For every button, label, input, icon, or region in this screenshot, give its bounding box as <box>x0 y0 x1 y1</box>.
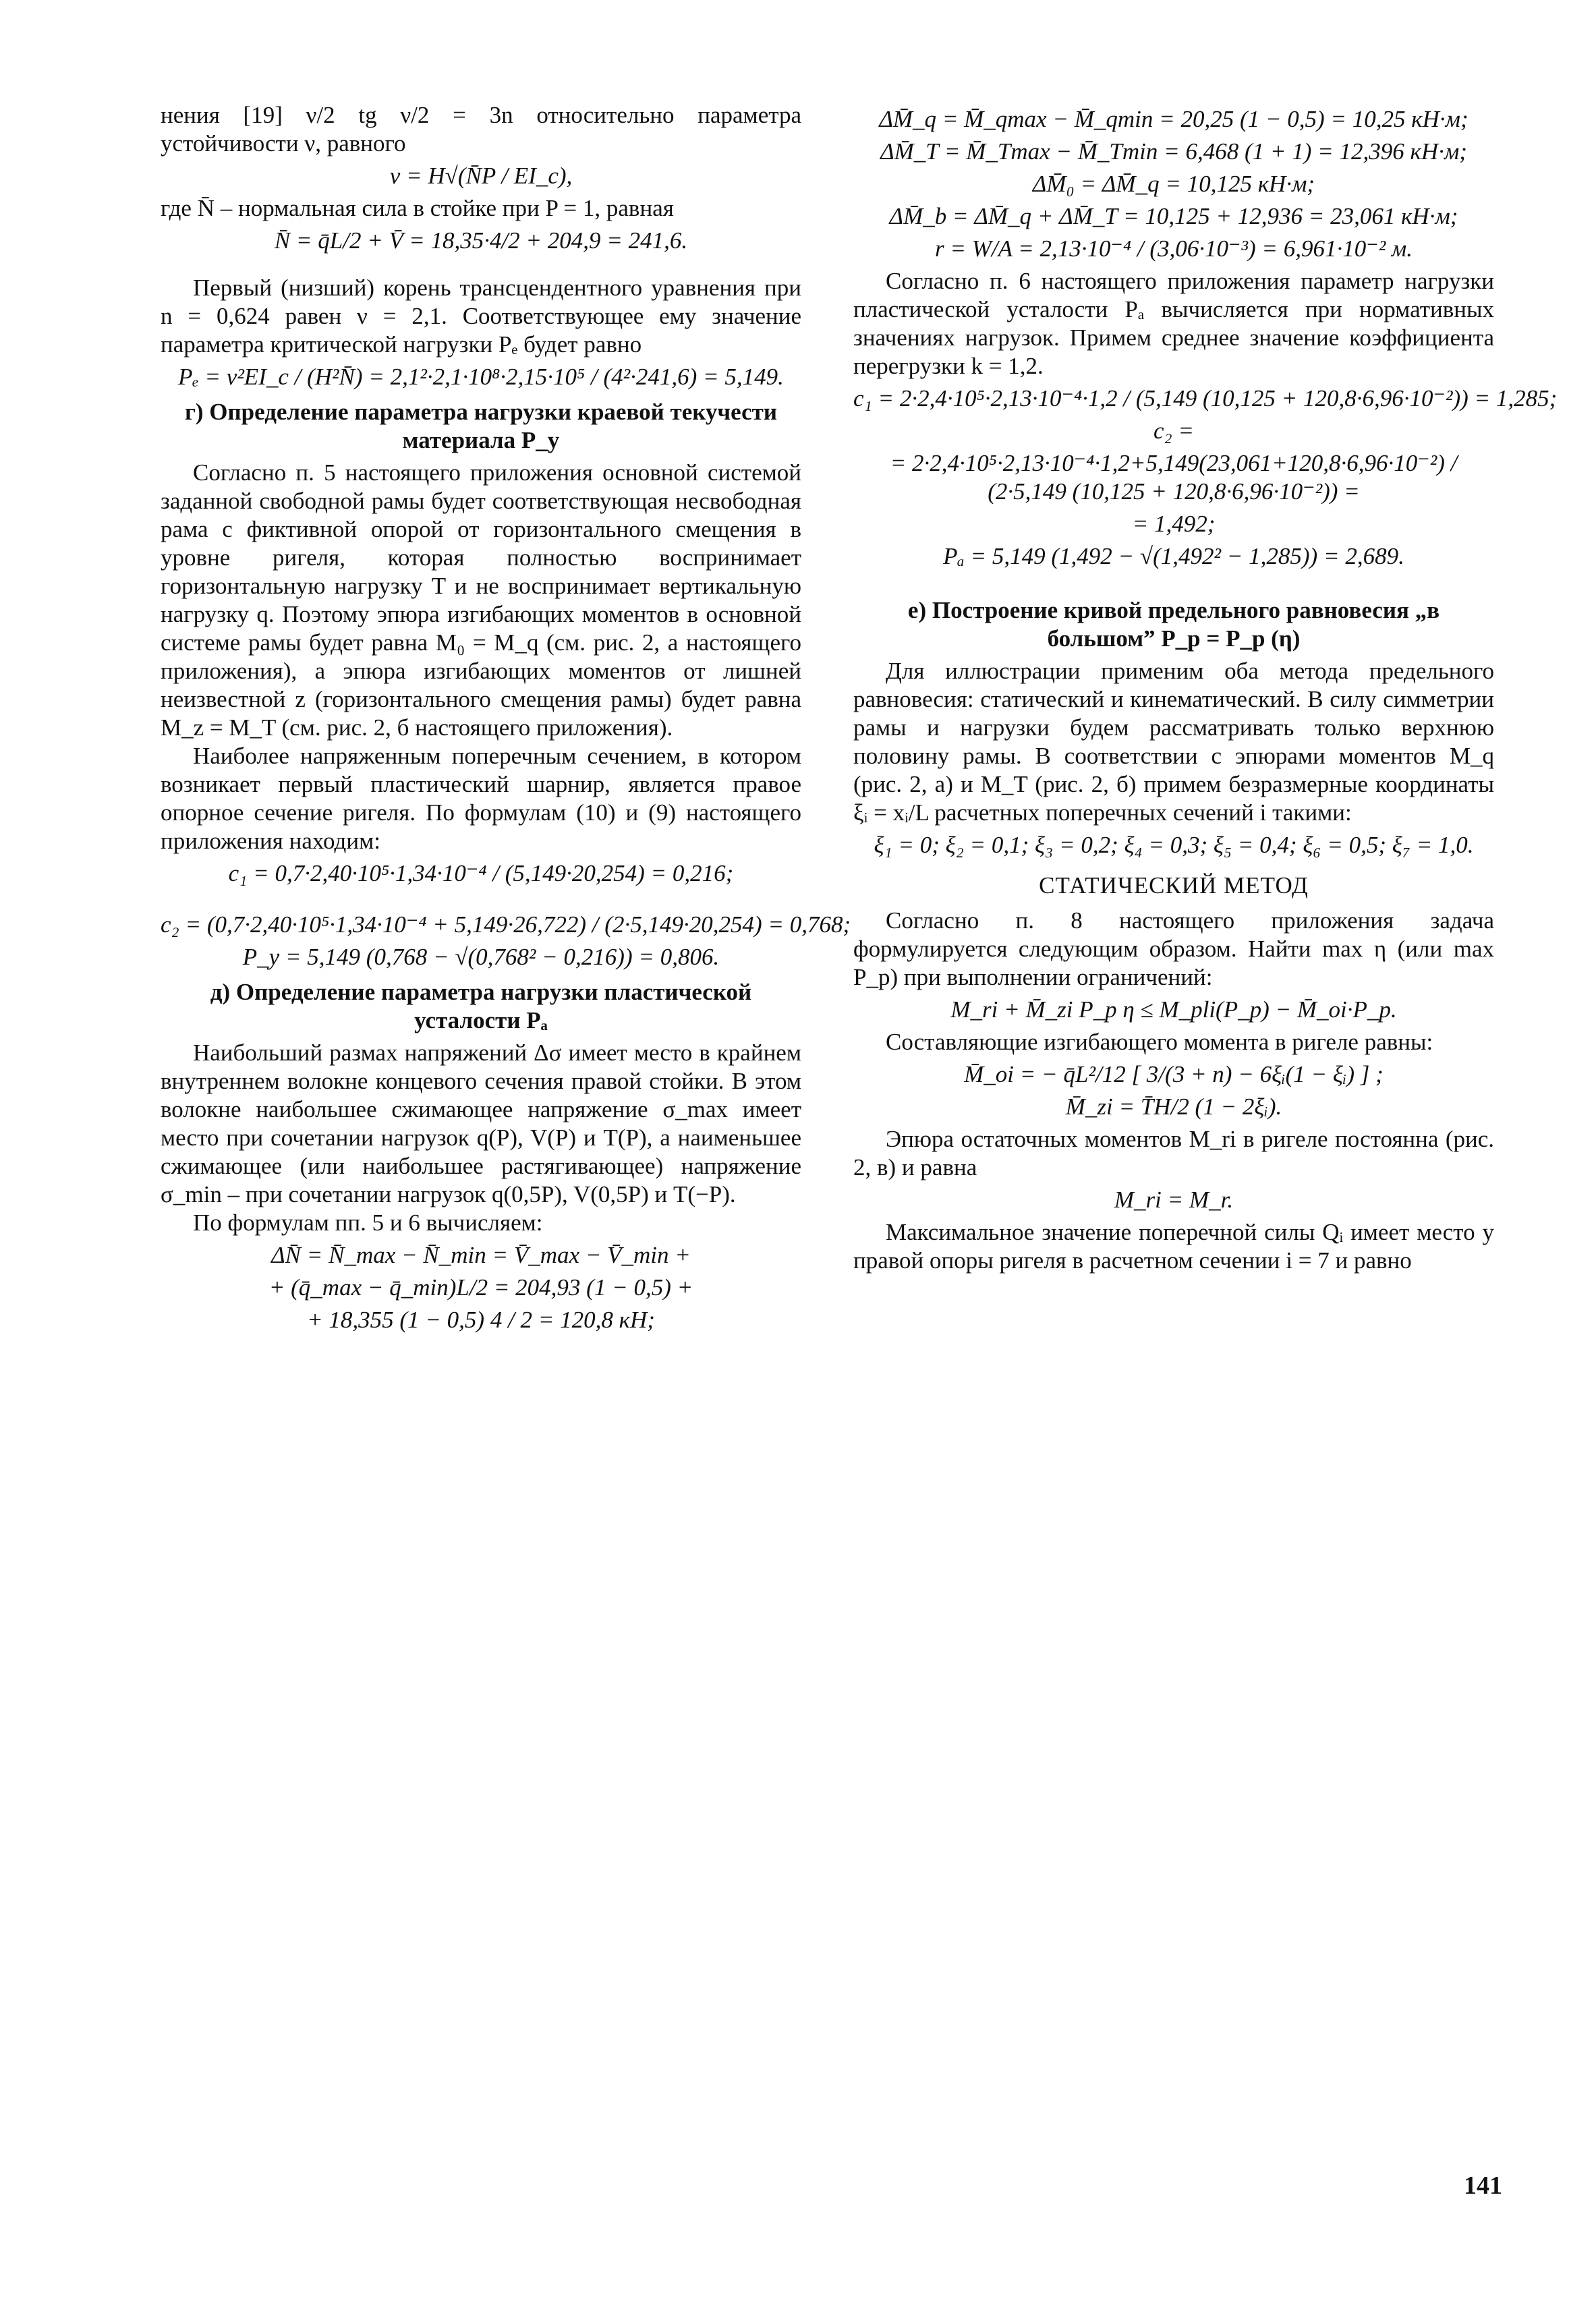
formula: c₂ = (0,7·2,40·10⁵·1,34·10⁻⁴ + 5,149·26,722) / (2·5,149·20,254) = 0,768; <box>161 911 851 938</box>
paragraph: где N̄ – нормальная сила в стойке при P = 1, равная <box>161 195 674 221</box>
formula: r = W/A = 2,13·10⁻⁴ / (3,06·10⁻³) = 6,961·10⁻² м. <box>934 235 1413 262</box>
formula: Pₑ = ν²EI_c / (H²N̄) = 2,1²·2,1·10⁸·2,15·10⁵ / (4²·241,6) = 5,149. <box>178 364 784 390</box>
section-heading: е) Построение кривой предельного равновесия „в большом” P_p = P_p (η) <box>907 597 1440 652</box>
formula: c₁ = 0,7·2,40·10⁵·1,34·10⁻⁴ / (5,149·20,254) = 0,216; <box>228 860 734 886</box>
paragraph: Эпюра остаточных моментов M_ri в ригеле постоянна (рис. 2, в) и равна <box>853 1126 1494 1180</box>
formula: ν = H√(N̄P / EI_c), <box>389 163 573 189</box>
formula: ΔM̄_b = ΔM̄_q + ΔM̄_T = 10,125 + 12,936 = 23,061 кН·м; <box>889 203 1458 229</box>
subsection-heading: СТАТИЧЕСКИЙ МЕТОД <box>1039 872 1309 899</box>
formula: ΔM̄_q = M̄_qmax − M̄_qmin = 20,25 (1 − 0,5) = 10,25 кН·м; <box>879 106 1469 132</box>
paragraph: Наибольший размах напряжений Δσ имеет место в крайнем внутреннем волокне концевого сечения правой стойки. В этом волокне наибольшее сжимающее напряжение σ_max имеет место при сочетании нагрузок q(P), V(P) и T(P), а наименьшее сжимающее (или наибольшее растягивающее) напряжение σ_min – при сочетании нагрузок q(0,5P), V(0,5P) и T(−P). <box>161 1040 801 1207</box>
formula: ΔN̄ = N̄_max − N̄_min = V̄_max − V̄_min + <box>271 1242 691 1268</box>
formula: Pₐ = 5,149 (1,492 − √(1,492² − 1,285)) = 2,689. <box>943 543 1404 569</box>
paragraph: Составляющие изгибающего момента в ригеле равны: <box>886 1029 1433 1055</box>
formula: + 18,355 (1 − 0,5) 4 / 2 = 120,8 кН; <box>307 1307 655 1333</box>
formula: ΔM̄₀ = ΔM̄_q = 10,125 кН·м; <box>1032 171 1315 197</box>
paragraph: Наиболее напряженным поперечным сечением, в котором возникает первый пластический шарнир, является правое опорное сечение ригеля. По формулам (10) и (9) настоящего приложения находим: <box>161 743 801 854</box>
paragraph: нения [19] ν/2 tg ν/2 = 3n относительно параметра устойчивости ν, равного <box>161 102 801 156</box>
right-column <box>853 101 1558 1275</box>
section-heading: д) Определение параметра нагрузки пластической усталости Pₐ <box>210 979 752 1033</box>
formula: N̄ = q̄L/2 + V̄ = 18,35·4/2 + 204,9 = 241,6. <box>274 227 688 254</box>
formula: ξ₁ = 0; ξ₂ = 0,1; ξ₃ = 0,2; ξ₄ = 0,3; ξ₅ = 0,4; ξ₆ = 0,5; ξ₇ = 1,0. <box>874 832 1474 858</box>
formula: = 1,492; <box>1132 511 1216 537</box>
left-column <box>161 101 851 1338</box>
formula: M̄_oi = − q̄L²/12 [ 3/(3 + n) − 6ξᵢ(1 − ξᵢ) ] ; <box>964 1061 1384 1087</box>
paragraph: Согласно п. 5 настоящего приложения основной системой заданной свободной рамы будет соответствующая несвободная рама с фиктивной опорой от горизонтального смещения в уровне ригеля, которая полностью воспринимает горизонтальную нагрузку T и не воспринимает вертикальную нагрузку q. Поэтому эпюра изгибающих моментов в основной системе рамы будет равна M₀ = M_q (см. рис. 2, а настоящего приложения), а эпюра изгибающих моментов от лишней неизвестной z (горизонтального смещения рамы) будет равна M_z = M_T (см. рис. 2, б настоящего приложения). <box>161 459 801 741</box>
paragraph: Согласно п. 6 настоящего приложения параметр нагрузки пластической усталости Pₐ вычисляется при нормативных значениях нагрузок. Примем среднее значение коэффициента перегрузки k = 1,2. <box>853 268 1494 379</box>
section-heading: г) Определение параметра нагрузки краевой текучести материала P_y <box>184 399 778 453</box>
paragraph: Первый (низший) корень трансцендентного уравнения при n = 0,624 равен ν = 2,1. Соответствующее ему значение параметра критической нагрузки Pₑ будет равно <box>161 275 801 358</box>
paragraph: По формулам пп. 5 и 6 вычисляем: <box>193 1210 543 1236</box>
formula: c₁ = 2·2,4·10⁵·2,13·10⁻⁴·1,2 / (5,149 (10,125 + 120,8·6,96·10⁻²)) = 1,285; <box>853 385 1558 411</box>
formula: P_y = 5,149 (0,768 − √(0,768² − 0,216)) = 0,806. <box>242 944 720 970</box>
paragraph: Для иллюстрации применим оба метода предельного равновесия: статический и кинематический. В силу симметрии рамы и нагрузки будем рассматривать только верхнюю половину рамы. В соответствии с эпюрами моментов M_q (рис. 2, а) и M_T (рис. 2, б) примем безразмерные координаты ξᵢ = xᵢ/L расчетных поперечных сечений i такими: <box>853 658 1494 826</box>
page-number: 141 <box>1464 2171 1502 2200</box>
formula: M_ri = M_r. <box>1114 1187 1234 1213</box>
formula: M̄_zi = T̄H/2 (1 − 2ξᵢ). <box>1065 1093 1282 1120</box>
formula: = 2·2,4·10⁵·2,13·10⁻⁴·1,2+5,149(23,061+120,8·6,96·10⁻²) / (2·5,149 (10,125 + 120,8·6,96·10⁻²)) = <box>890 450 1458 505</box>
paragraph: Максимальное значение поперечной силы Qᵢ имеет место у правой опоры ригеля в расчетном сечении i = 7 и равно <box>853 1219 1494 1274</box>
paragraph: Согласно п. 8 настоящего приложения задача формулируется следующим образом. Найти max η (или max P_p) при выполнении ограничений: <box>853 907 1494 990</box>
formula: c₂ = <box>1153 418 1195 444</box>
formula: ΔM̄_T = M̄_Tmax − M̄_Tmin = 6,468 (1 + 1) = 12,396 кН·м; <box>880 138 1467 165</box>
formula: M_ri + M̄_zi P_p η ≤ M_pli(P_p) − M̄_oi·P_p. <box>950 996 1397 1023</box>
formula: + (q̄_max − q̄_min)L/2 = 204,93 (1 − 0,5) + <box>268 1274 693 1301</box>
